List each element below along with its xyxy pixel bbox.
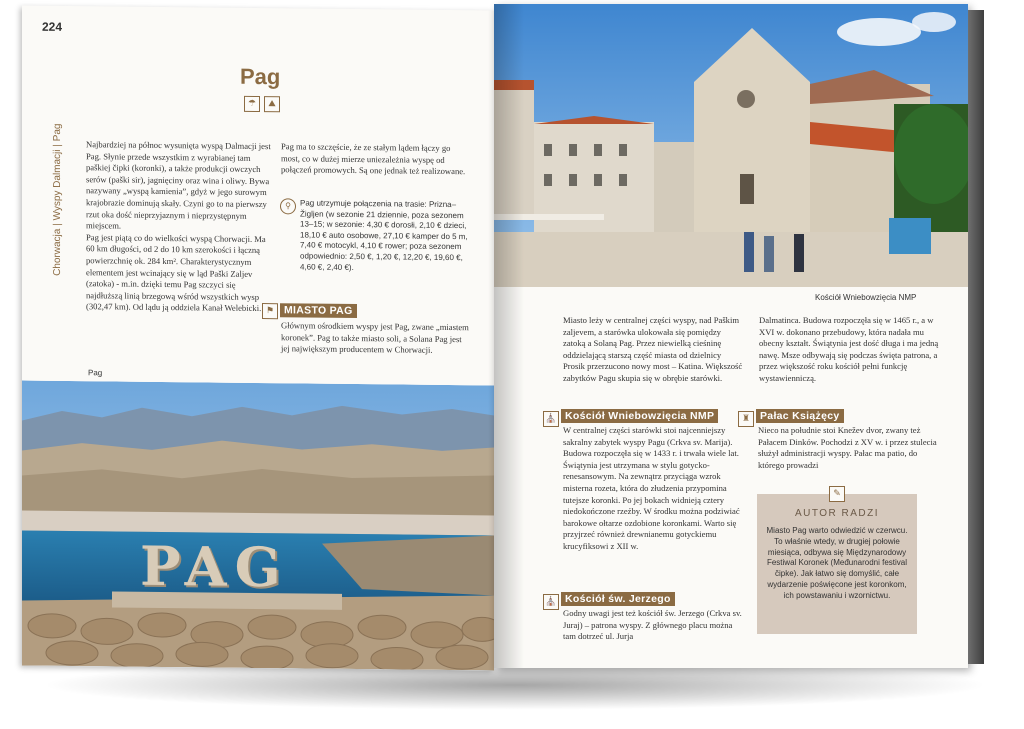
ferry-info-text: Pag utrzymuje połączenia na trasie: Prizna–Žigljen (w sezonie 21 dziennie, poza sezonem 13–15; w sezonie: 4,30 € dorosłi, 2,10 € dzieci, 18,10 € auto osobowe, 27,10 € kamper do 5 m, 7,40 € motocykl, 4,10 € rower; poza sezonem odpowiednio: 2,50 €, 1,20 €, 12,20 €, 19,60 €, 4,60 €, 2,40 €). <box>300 198 468 272</box>
gutter-shade-right <box>494 4 524 668</box>
miasto-pag-text: Głównym ośrodkiem wyspy jest Pag, zwane „miastem koronek”. Pag to także miasto soli, a Solana Pag jest jej największym producentem w Chorwacji. <box>281 320 469 356</box>
location-pin-icon: ⚲ <box>280 198 296 214</box>
church-square-photo <box>494 4 968 287</box>
photo-caption-church: Kościół Wniebowzięcia NMP <box>815 293 917 302</box>
right-page <box>494 4 968 668</box>
bridge-text: Pag ma to szczęście, że ze stałym lądem łączy go most, co w dużej mierze uniezależnia wyspę od połączeń promowych. Są one jednak też realizowane. <box>281 141 466 177</box>
town-intro-text: Miasto leży w centralnej części wyspy, nad Paškim zaljevem, a starówka ulokowała się pomiędzy zatoką a Solaną Pag. Przez niewielką cieśninę oddzielającą starszą część miasta od dzielnicy Prosik przerzucono nowy most – Katina. Większość zabytków Pagu skupia się w obrębie starówki. <box>563 315 743 383</box>
church-icon: ⛪ <box>543 411 559 427</box>
church-jerzy-text: Godny uwagi jest też kościół św. Jerzego (Crkva sv. Juraj) – patrona wyspy. Z głównego placu można tam dotrzeć ul. Jurja <box>563 608 742 642</box>
page-title: Pag <box>240 63 281 90</box>
tip-icon: ✎ <box>829 486 845 502</box>
church-nmp-text: W centralnej części starówki stoi najcenniejszy sakralny zabytek wyspy Pagu (Crkva sv. Marija). Budowa rozpoczęła się w 1433 r. i trwała wiele lat. Świątynia jest utrzymana w stylu gotycko-renesansowym. Na zewnątrz przyciąga wzrok misterna rozeta, która do złudzenia przypomina tutejsze koronki. Po jej bokach widnieją cztery niedokończone rzeźby. W środku można podziwiać barokowe ołtarze ozdobione koronkami. Warto się przyjrzeć również drewnianemu gotyckiemu krucyfiksowi z XII w. <box>563 425 740 551</box>
intro-text: Najbardziej na północ wysunięta wyspą Dalmacji jest Pag. Słynie przede wszystkim z wyrabianej tam paškiej čipki (koronki), a także produkcji owczych serów (paški sir), jagnięciny oraz wina i oliwy. Bywa nazywany „wyspą kamienia”, gdyż w jego surowym krajobrazie dominują skały. Czyni go to na pierwszy rzut oka dość nieprzyjaznym i nieprzystępnym miejscem. Pag jest piątą co do wielkości wyspą Chorwacji. Ma 60 km długości, od 2 do 10 km szerokości i łączną powierzchnię ok. 284 km². Charakterystycznym elementem jest wcinający się w ląd Paški Zaljev (zatoka) - m.in. dzięki temu Pag szczyci się najdłuższą linią brzegową wśród wszystkich wysp (302,47 km). Od lądu ją oddziela Kanał Welebicki. <box>86 139 271 314</box>
photo-caption-pag: Pag <box>88 368 103 378</box>
signpost-icon: ⚑ <box>262 303 278 319</box>
title-icons <box>244 93 284 112</box>
heading-church-nmp: Kościół Wniebowzięcia NMP <box>561 409 718 423</box>
tip-heading: AUTOR RADZI <box>794 508 880 519</box>
jerzy-continued-text: Dalmatinca. Budowa rozpoczęła się w 1465 r., a w XVI w. dokonano przebudowy, która nadała mu obecny kształt. Świątynia jest dość długa i ma jedną nawę. Msze odbywają się podczas święta patrona, a przez większość roku kościół pełni funkcję wystawienniczą. <box>759 315 939 383</box>
pag-landscape-photo <box>22 381 494 671</box>
ferry-info <box>280 198 470 272</box>
church-icon-2: ⛪ <box>543 594 559 610</box>
pag-letters-sign: PAG <box>140 533 289 600</box>
beach-icon: ☂ <box>244 96 260 112</box>
palace-text: Nieco na południe stoi Knežev dvor, zwany też Pałacem Dinków. Pochodzi z XV w. i przez stulecia służył administracji wyspy. Pałac ma patio, do którego prowadzi <box>758 425 937 470</box>
author-tip-box <box>757 489 917 634</box>
hiking-icon: ⛰ <box>264 96 280 112</box>
side-breadcrumb: Chorwacja | Wyspy Dalmacji | Pag <box>52 123 63 276</box>
page-edges <box>968 10 984 664</box>
heading-palace: Pałac Książęcy <box>756 409 844 423</box>
castle-icon: ♜ <box>738 411 754 427</box>
page-number: 224 <box>42 19 63 34</box>
section-heading-miasto-pag: MIASTO PAG <box>280 303 357 318</box>
tip-text: Miasto Pag warto odwiedzić w czerwcu. To właśnie wtedy, w drugiej połowie miesiąca, odbywa się Międzynarodowy Festiwal Koronek (Međunarodni festival čipke). Jak łatwo się domyślić, całe wydarzenie poświęcone jest koronkom, ich powstawaniu i wzornictwu. <box>766 526 908 600</box>
left-page <box>22 6 494 671</box>
heading-church-jerzy: Kościół św. Jerzego <box>561 592 675 606</box>
